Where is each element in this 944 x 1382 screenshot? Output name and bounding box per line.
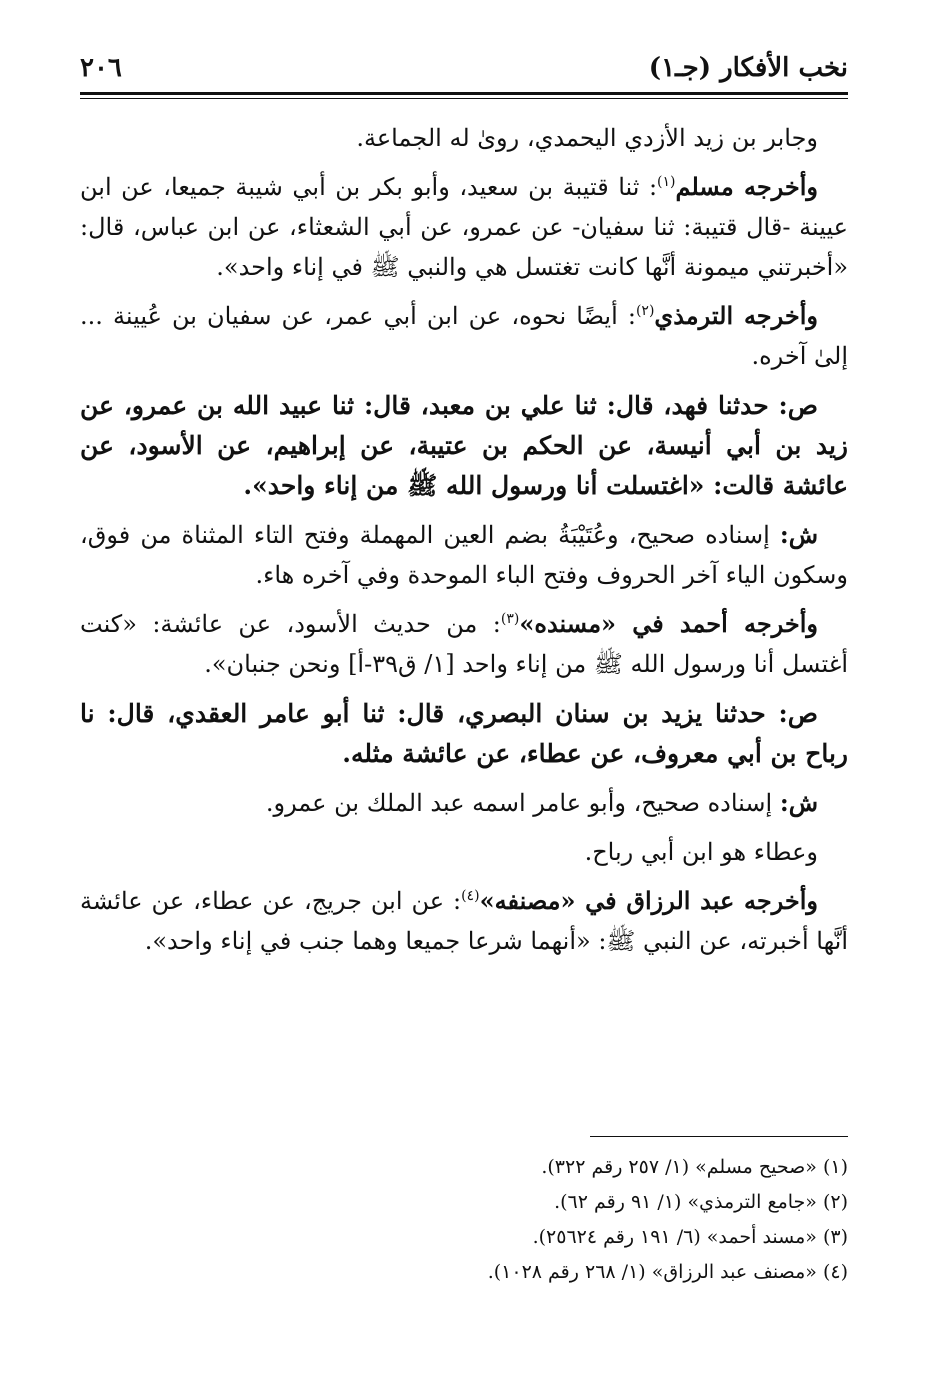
footnote-separator [590,1136,848,1137]
footnote: (٤) «مصنف عبد الرزاق» (١/ ٢٦٨ رقم ١٠٢٨). [487,1261,848,1283]
paragraph: وجابر بن زيد الأزدي اليحمدي، روىٰ له الجماعة. [356,124,818,152]
hadith-text: ص: حدثنا فهد، قال: ثنا علي بن معبد، قال: ثنا عبيد الله بن عمرو، عن زيد بن أبي أنيسة، عن الحكم بن عتيبة، عن إبراهيم، عن الأسود، عن عائشة قالت: «اغتسلت أنا ورسول الله ﷺ من إناء واحد». [80,391,848,500]
paragraph: وأخرجه مسلم$^{(١)}$: ثنا قتيبة بن سعيد، وأبو بكر بن أبي شيبة جميعا، عن ابن عيينة -قال قتيبة: ثنا سفيان- عن عمرو، عن أبي الشعثاء، عن ابن عباس، قال: «أخبرتني ميمونة أنَّها كانت تغتسل هي والنبي ﷺ في إناء واحد». [80,172,849,281]
header-rule [80,92,848,95]
paragraph: وعطاء هو ابن أبي رباح. [584,838,818,866]
footnotes [80,1150,848,1290]
hadith-text: ص: حدثنا يزيد بن سنان البصري، قال: ثنا أبو عامر العقدي، قال: نا رباح بن أبي معروف، عن عطاء، عن عائشة مثله. [80,699,848,768]
commentary: ش: إسناده صحيح، وعُتَيْبَةُ بضم العين المهملة وفتح التاء المثناة من فوق، وسكون الياء آخر الحروف وفتح الباء الموحدة وفي آخره هاء. [80,520,848,589]
running-header [80,48,848,88]
page-number: ٢٠٦ [80,53,122,83]
footnote: (٣) «مسند أحمد» (٦/ ١٩١ رقم ٢٥٦٢٤). [532,1226,848,1248]
running-title: نخب الأفكار (جـ١) [648,53,848,83]
footnote: (٢) «جامع الترمذي» (١/ ٩١ رقم ٦٢). [554,1191,848,1213]
main-text [80,118,848,970]
commentary: ش: إسناده صحيح، وأبو عامر اسمه عبد الملك بن عمرو. [265,788,818,817]
header-rule-thin [80,98,848,99]
paragraph: وأخرجه الترمذي$^{(٢)}$: أيضًا نحوه، عن ابن أبي عمر، عن سفيان بن عُيينة ... إلىٰ آخره. [80,301,848,370]
paragraph: وأخرجه عبد الرزاق في «مصنفه»$^{(٤)}$: عن ابن جريج، عن عطاء، عن عائشة أنَّها أخبرته، عن النبي ﷺ: «أنهما شرعا جميعا وهما جنب في إناء واحد». [80,886,848,955]
footnote: (١) «صحيح مسلم» (١/ ٢٥٧ رقم ٣٢٢). [541,1156,848,1178]
paragraph: وأخرجه أحمد في «مسنده»$^{(٣)}$: من حديث الأسود، عن عائشة: «كنت أغتسل أنا ورسول الله ﷺ من إناء واحد [١/ ق٣٩-أ] ونحن جنبان». [80,609,848,678]
